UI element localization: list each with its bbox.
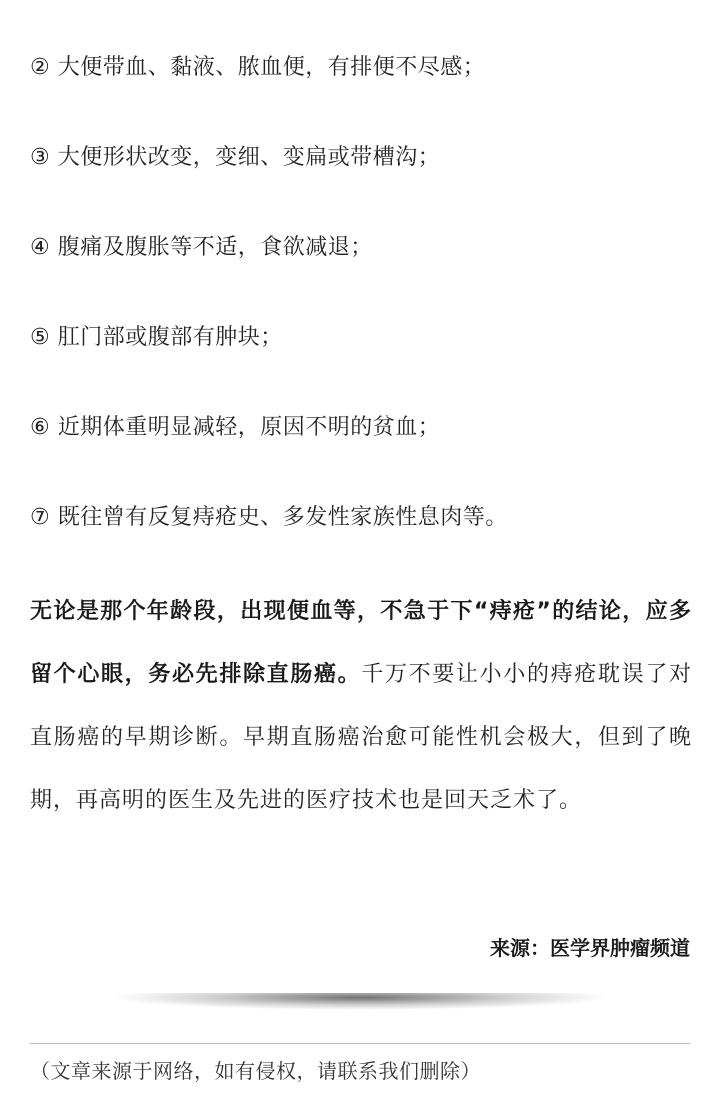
list-item-5: ⑤ 肛门部或腹部有肿块； (30, 325, 283, 350)
list-item-3: ③ 大便形状改变，变细、变扁或带槽沟； (30, 145, 441, 170)
conclusion-paragraph (30, 580, 692, 832)
list-item-4: ④ 腹痛及腹胀等不适，食欲减退； (30, 235, 373, 260)
list-item-2: ② 大便带血、黏液、脓血便，有排便不尽感； (30, 55, 486, 80)
list-item-7: ⑦ 既往曾有反复痔疮史、多发性家族性息肉等。 (30, 505, 508, 530)
conclusion-body: 千万不要让小小的痔疮耽误了对直肠癌的早期诊断。早期直肠癌治愈可能性机会极大，但到了晚期，再高明的医生及先进的医疗技术也是回天乏术了。 (30, 662, 692, 813)
source-attribution: 来源：医学界肿瘤频道 (490, 936, 690, 960)
shadow-divider (30, 993, 690, 1023)
conclusion-emphasis: 无论是那个年龄段，出现便血等，不急于下“痔疮”的结论，应多留个心眼，务必先排除直肠癌。 (30, 599, 692, 687)
footer-divider (30, 1043, 690, 1044)
list-item-6: ⑥ 近期体重明显减轻，原因不明的贫血； (30, 415, 441, 440)
copyright-note: （文章来源于网络，如有侵权，请联系我们删除） (30, 1059, 481, 1083)
